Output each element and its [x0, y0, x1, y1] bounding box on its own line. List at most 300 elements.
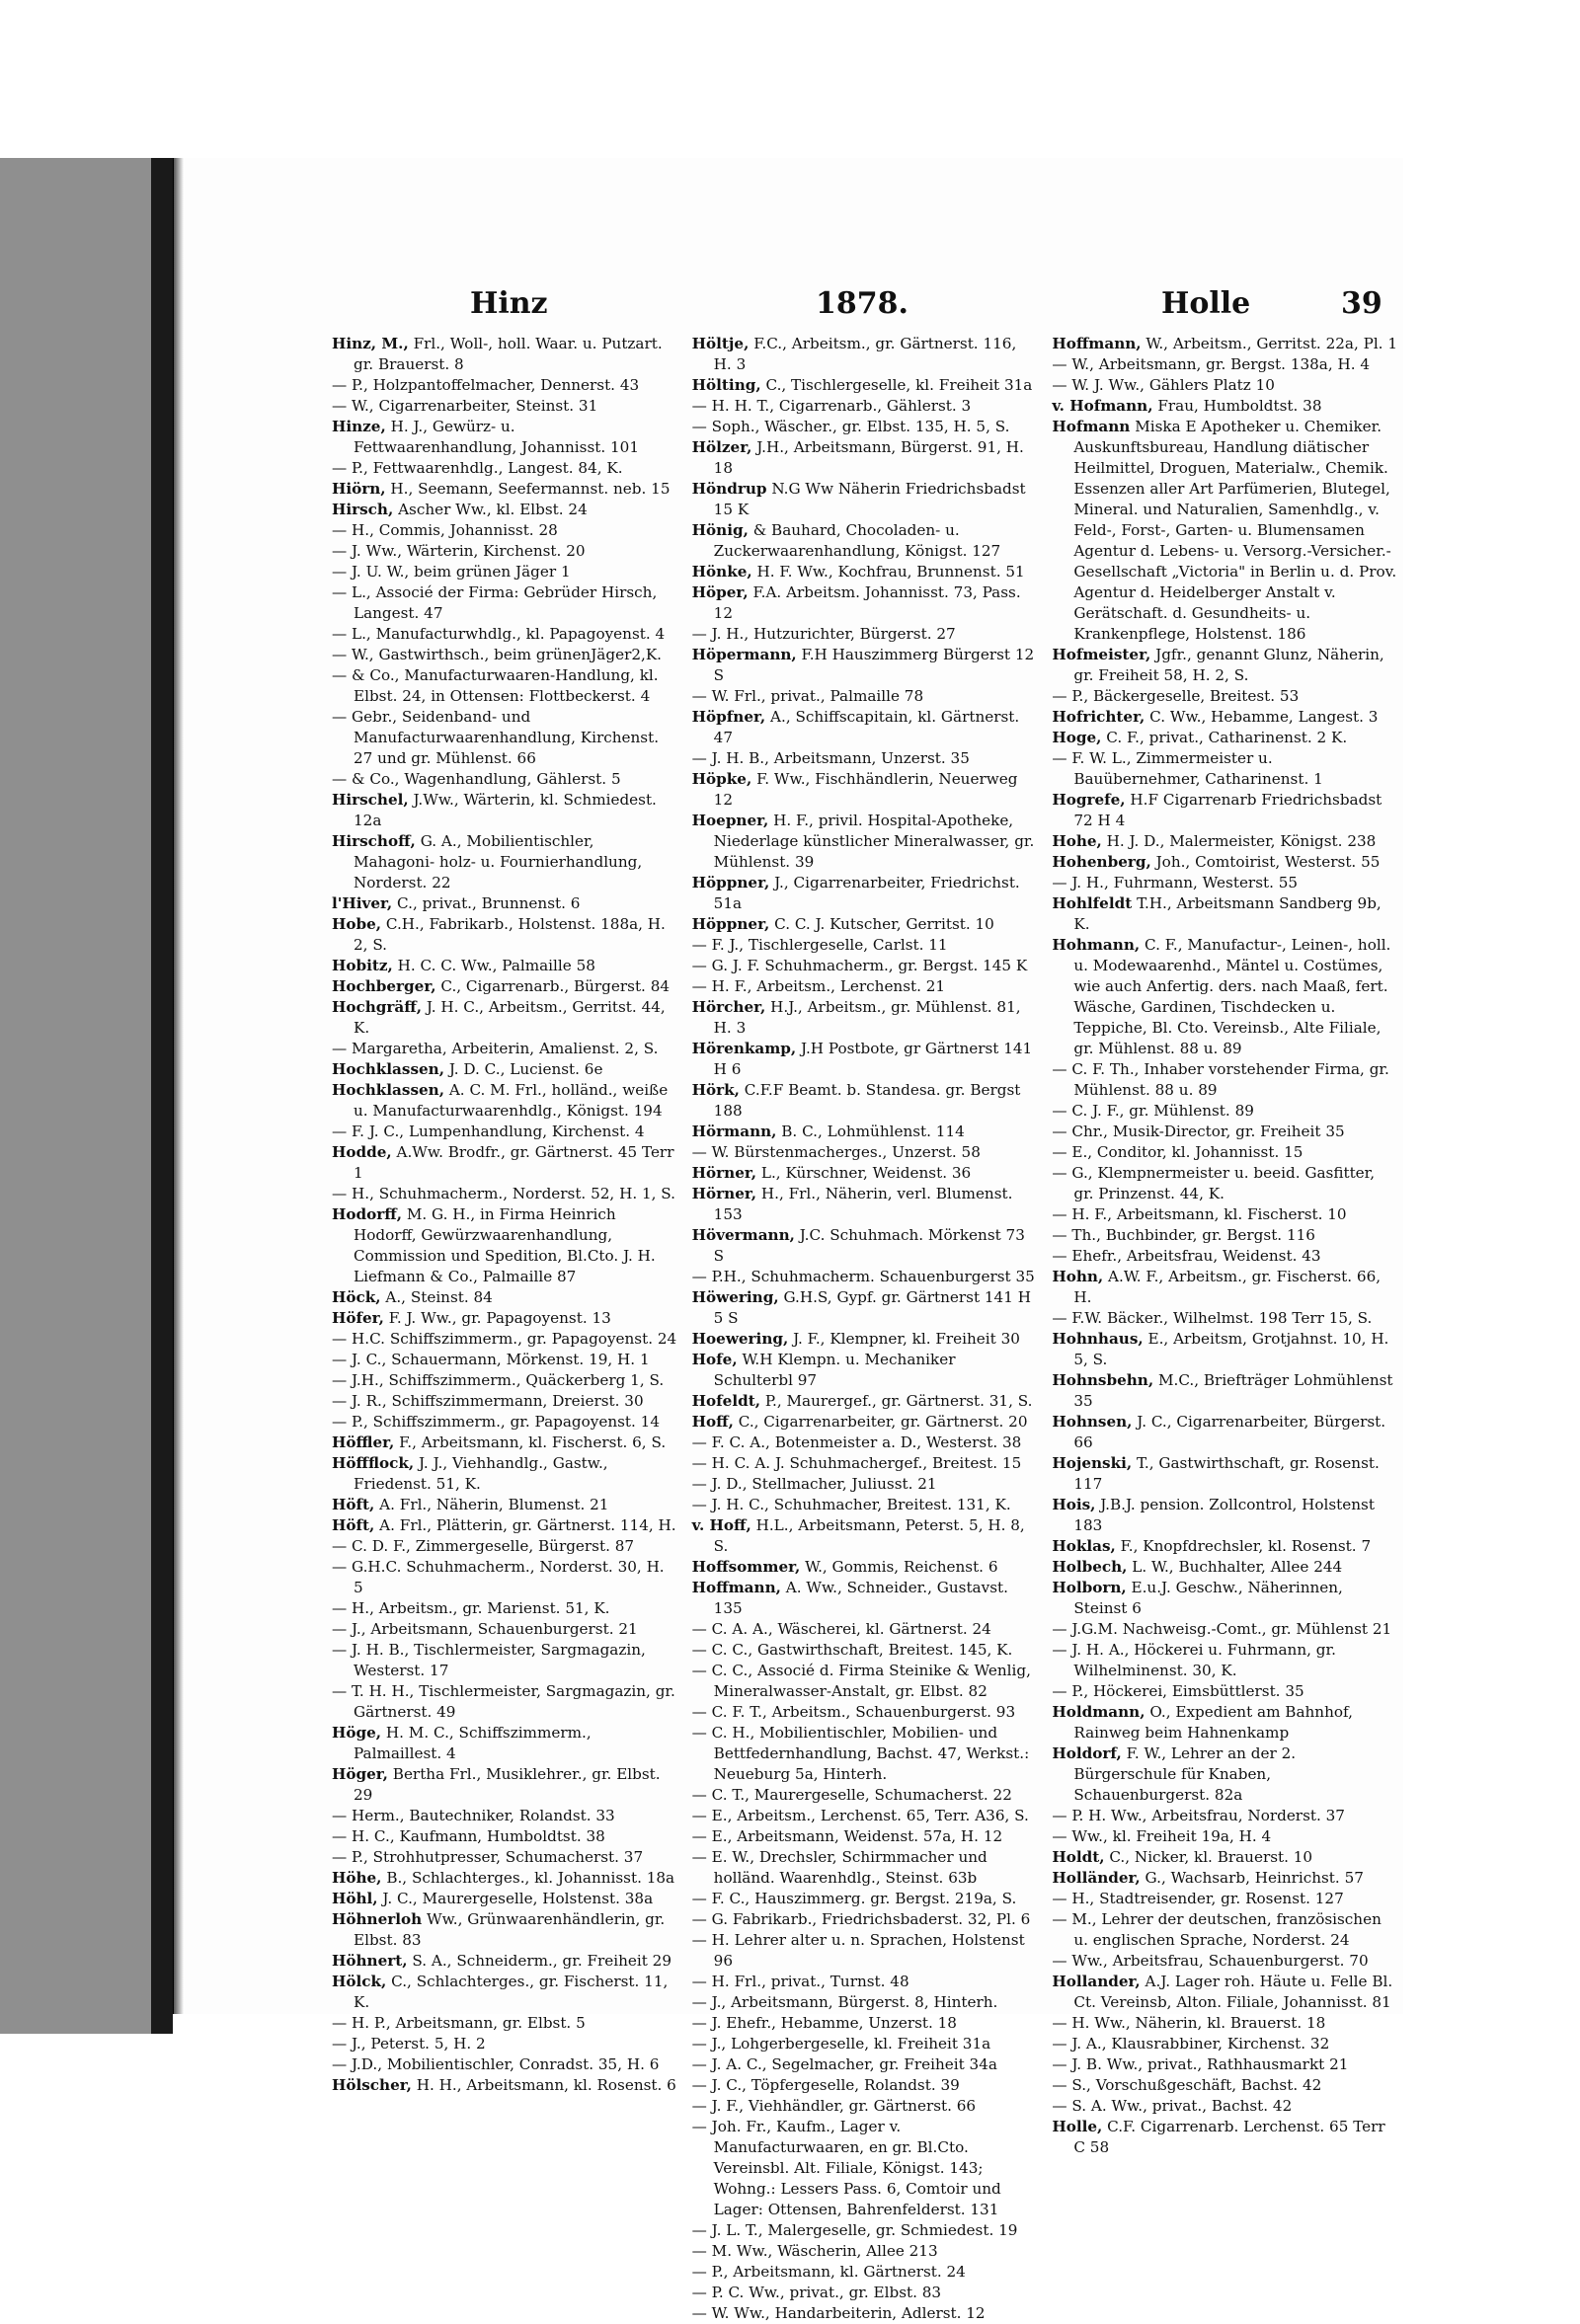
directory-entry	[692, 686, 1039, 707]
entry-text: A., Schiffscapitain, kl. Gärtnerst. 47	[713, 708, 1020, 746]
directory-entry	[332, 1826, 678, 1847]
entry-text: — P., Höckerei, Eimsbüttlerst. 35	[1052, 1682, 1304, 1700]
entry-text: — & Co., Wagenhandlung, Gählerst. 5	[332, 770, 621, 788]
entry-text: W.H Klempn. u. Mechaniker Schulterbl 97	[713, 1351, 956, 1389]
entry-text: — M. Ww., Wäscherin, Allee 213	[691, 2242, 938, 2260]
directory-entry	[332, 2013, 678, 2034]
directory-entry	[1052, 873, 1398, 893]
directory-entry	[1052, 1453, 1398, 1495]
directory-entry	[692, 1267, 1039, 1287]
directory-entry	[332, 831, 678, 893]
entry-text: F. Ww., Fischhändlerin, Neuerweg 12	[713, 770, 1018, 809]
entry-name: Höppner,	[691, 915, 770, 933]
directory-entry	[692, 520, 1039, 562]
page-gutter-shadow	[174, 158, 184, 2014]
directory-entry	[332, 2034, 678, 2054]
directory-entry	[692, 1163, 1039, 1184]
entry-name: Hoepner,	[691, 812, 769, 829]
entry-text: L., Kürschner, Weidenst. 36	[760, 1164, 972, 1182]
entry-text: J. C., Cigarrenarbeiter, Bürgerst. 66	[1073, 1413, 1386, 1451]
entry-name: Hohnsbehn,	[1052, 1371, 1154, 1389]
entry-text: Miska E Apotheker u. Chemiker. Auskunftsbureau, Handlung diätischer Heilmittel, Droguen, Materialw., Chemik. Essenzen aller Art Parfümerien, Blutegel, Mineral. und Naturalien, Samenhdlg., v. Feld-, Forst-, Garten- u. Blumensamen Agentur d. Lebens- u. Versorg.-Versicher.-Gesellschaft „Victoria" in Berlin u. d. Prov. Agentur d. Heidelberger Anstalt v. Gerätschaft. d. Gesundheits- u. Krankenpflege, Holstenst. 186	[1073, 418, 1397, 643]
entry-text: M. G. H., in Firma Heinrich Hodorff, Gewürzwaarenhandlung, Commission und Spedition, Bl.Cto. J. H. Liefmann & Co., Palmaille 87	[354, 1205, 656, 1285]
directory-entry	[1052, 1578, 1398, 1619]
directory-entry	[692, 748, 1039, 769]
directory-entry	[692, 935, 1039, 956]
entry-name: Hois,	[1052, 1496, 1096, 1513]
entry-text: C.F. Cigarrenarb. Lerchenst. 65 Terr C 58	[1073, 2118, 1385, 2156]
directory-entry	[1052, 1909, 1398, 1951]
directory-entry	[332, 624, 678, 645]
entry-text: A.W. F., Arbeitsm., gr. Fischerst. 66, H.	[1073, 1268, 1382, 1306]
entry-name: Hohnsen,	[1052, 1413, 1133, 1431]
entry-text: — P., Bäckergeselle, Breitest. 53	[1052, 687, 1300, 705]
entry-name: Hoff,	[691, 1413, 734, 1431]
entry-text: — Margaretha, Arbeiterin, Amalienst. 2, S.	[332, 1040, 659, 1057]
directory-entry	[692, 2220, 1039, 2241]
entry-name: Hölting,	[691, 376, 761, 394]
directory-entry	[332, 1868, 678, 1889]
entry-name: Hirschoff,	[332, 832, 416, 850]
entry-text: O., Expedient am Bahnhof, Rainweg beim Hahnenkamp	[1073, 1703, 1353, 1742]
directory-entry	[692, 2054, 1039, 2075]
directory-entry	[1052, 396, 1398, 417]
directory-entry	[692, 1474, 1039, 1495]
entry-name: Höhe,	[332, 1869, 382, 1887]
entry-text: — J., Peterst. 5, H. 2	[332, 2035, 486, 2053]
directory-entry	[1052, 1059, 1398, 1101]
entry-name: Höfer,	[332, 1309, 384, 1327]
entry-text: B. C., Lohmühlenst. 114	[781, 1123, 965, 1140]
entry-name: Hörenkamp,	[691, 1040, 797, 1057]
directory-entry	[1052, 417, 1398, 645]
entry-name: Hörk,	[691, 1081, 740, 1099]
directory-entry	[692, 334, 1039, 375]
header-year: 1878.	[816, 286, 908, 321]
entry-text: L. W., Buchhalter, Allee 244	[1132, 1558, 1343, 1576]
directory-entry	[692, 1723, 1039, 1785]
entry-text: H., Seemann, Seefermannst. neb. 15	[390, 480, 671, 498]
entry-text: — Gebr., Seidenband- und Manufacturwaarenhandlung, Kirchenst. 27 und gr. Mühlenst. 66	[332, 708, 660, 767]
entry-text: — H. F., Arbeitsmann, kl. Fischerst. 10	[1052, 1205, 1347, 1223]
entry-name: Hofe,	[691, 1351, 738, 1368]
entry-text: — H. F., Arbeitsm., Lerchenst. 21	[691, 977, 946, 995]
directory-entry	[332, 1847, 678, 1868]
entry-text: — J. B. Ww., privat., Rathhausmarkt 21	[1052, 2055, 1349, 2073]
entry-name: Hölzer,	[691, 438, 752, 456]
entry-text: — S. A. Ww., privat., Bachst. 42	[1052, 2097, 1293, 2115]
directory-entry	[332, 500, 678, 520]
directory-entry	[1052, 1142, 1398, 1163]
entry-text: — P. C. Ww., privat., gr. Elbst. 83	[691, 2284, 942, 2301]
directory-entry	[692, 1287, 1039, 1329]
entry-name: Hirsch,	[332, 501, 394, 518]
entry-text: — P., Fettwaarenhdlg., Langest. 84, K.	[332, 459, 623, 477]
entry-name: Höltje,	[691, 335, 750, 352]
directory-entry	[692, 417, 1039, 437]
entry-name: Höppner,	[691, 874, 770, 891]
directory-entry	[332, 1723, 678, 1764]
directory-entry	[692, 956, 1039, 976]
previous-page-edge	[0, 158, 173, 2034]
entry-text: — C. F. Th., Inhaber vorstehender Firma, gr. Mühlenst. 88 u. 89	[1052, 1060, 1389, 1099]
directory-entry	[1052, 1267, 1398, 1308]
entry-name: Hoffsommer,	[691, 1558, 801, 1576]
entry-text: — C. C., Associé d. Firma Steinike & Wenlig, Mineralwasser-Anstalt, gr. Elbst. 82	[691, 1662, 1031, 1700]
entry-name: Hohnhaus,	[1052, 1330, 1144, 1348]
entry-name: Holdmann,	[1052, 1703, 1146, 1721]
entry-name: Höffler,	[332, 1433, 395, 1451]
entry-name: Hörcher,	[691, 998, 766, 1016]
entry-text: H., Frl., Näherin, verl. Blumenst. 153	[713, 1185, 1013, 1223]
entry-name: Hojenski,	[1052, 1454, 1133, 1472]
directory-entry	[692, 1142, 1039, 1163]
entry-text: C. F., Manufactur-, Leinen-, holl. u. Modewaarenhd., Mäntel u. Costümes, wie auch Anfertig. ders. nach Maaß, fert. Wäsche, Gardinen, Tischdecken u. Teppiche, Bl. Cto. Vereinsb., Alte Filiale, gr. Mühlenst. 88 u. 89	[1073, 936, 1391, 1057]
directory-entry	[332, 1764, 678, 1806]
directory-entry	[332, 1495, 678, 1515]
entry-name: Höft,	[332, 1496, 375, 1513]
entry-name: Hochgräff,	[332, 998, 422, 1016]
entry-name: Hoffmann,	[691, 1579, 781, 1596]
directory-entry	[332, 956, 678, 976]
directory-entry	[332, 479, 678, 500]
entry-text: H. J., Gewürz- u. Fettwaarenhandlung, Johannisst. 101	[354, 418, 639, 456]
entry-text: J. C., Maurergeselle, Holstenst. 38a	[382, 1890, 654, 1907]
entry-text: C.H., Fabrikarb., Holstenst. 188a, H. 2, S.	[354, 915, 666, 954]
entry-name: Hörner,	[691, 1185, 757, 1202]
directory-entry	[332, 645, 678, 665]
entry-text: A.Ww. Brodfr., gr. Gärtnerst. 45 Terr 1	[354, 1143, 674, 1182]
directory-entry	[692, 1080, 1039, 1122]
entry-text: — J. H. C., Schuhmacher, Breitest. 131, K.	[691, 1496, 1011, 1513]
directory-entry	[332, 1889, 678, 1909]
directory-entry	[692, 2262, 1039, 2283]
entry-text: — J. A. C., Segelmacher, gr. Freiheit 34a	[691, 2055, 997, 2073]
entry-text: — J. H. B., Tischlermeister, Sargmagazin, Westerst. 17	[332, 1641, 646, 1679]
directory-entry	[692, 976, 1039, 997]
entry-text: — F. C. A., Botenmeister a. D., Westerst. 38	[691, 1433, 1022, 1451]
directory-entry	[692, 707, 1039, 748]
directory-entry	[332, 1350, 678, 1370]
entry-text: — J., Arbeitsmann, Schauenburgerst. 21	[332, 1620, 638, 1638]
entry-text: — J. H. A., Höckerei u. Fuhrmann, gr. Wilhelminenst. 30, K.	[1052, 1641, 1336, 1679]
entry-text: — F. W. L., Zimmermeister u. Bauübernehmer, Catharinenst. 1	[1052, 749, 1323, 788]
directory-entry	[332, 1557, 678, 1598]
directory-entry	[1052, 2034, 1398, 2054]
directory-entry	[692, 1640, 1039, 1661]
entry-name: Hirschel,	[332, 791, 409, 809]
entry-text: — J. H., Hutzurichter, Bürgerst. 27	[691, 625, 956, 643]
directory-entry	[332, 2054, 678, 2075]
entry-text: Bertha Frl., Musiklehrer., gr. Elbst. 29	[354, 1765, 661, 1804]
entry-text: & Bauhard, Chocoladen- u. Zuckerwaarenhandlung, Königst. 127	[713, 521, 1001, 560]
directory-entry	[332, 1412, 678, 1433]
entry-name: Hoffmann,	[1052, 335, 1142, 352]
entry-text: — F. J., Tischlergeselle, Carlst. 11	[691, 936, 948, 954]
directory-entry	[332, 396, 678, 417]
directory-entry	[332, 1308, 678, 1329]
entry-text: W., Gommis, Reichenst. 6	[805, 1558, 998, 1576]
directory-entry	[1052, 1681, 1398, 1702]
entry-name: Hönig,	[691, 521, 749, 539]
directory-entry	[692, 914, 1039, 935]
directory-entry	[332, 1204, 678, 1287]
entry-text: F. W., Lehrer an der 2. Bürgerschule für Knaben, Schauenburgerst. 82a	[1073, 1744, 1297, 1804]
directory-entry	[692, 1391, 1039, 1412]
header-left-catchword: Hinz	[470, 286, 548, 321]
entry-name: Hohenberg,	[1052, 853, 1151, 871]
directory-entry	[332, 1287, 678, 1308]
directory-entry	[692, 624, 1039, 645]
directory-entry	[332, 458, 678, 479]
directory-entry	[332, 893, 678, 914]
column-right	[1052, 334, 1398, 2156]
entry-text: S. A., Schneiderm., gr. Freiheit 29	[412, 1952, 672, 1970]
directory-entry	[692, 2034, 1039, 2054]
entry-text: — C. T., Maurergeselle, Schumacherst. 22	[691, 1786, 1012, 1804]
entry-text: — W., Arbeitsmann, gr. Bergst. 138a, H. 4	[1052, 355, 1371, 373]
directory-entry	[692, 1329, 1039, 1350]
entry-text: F. J. Ww., gr. Papagoyenst. 13	[388, 1309, 611, 1327]
entry-text: — H. C. A. J. Schuhmachergef., Breitest. 15	[691, 1454, 1022, 1472]
directory-entry	[1052, 1412, 1398, 1453]
entry-name: Hoklas,	[1052, 1537, 1116, 1555]
directory-entry	[692, 1225, 1039, 1267]
entry-text: J. F., Klempner, kl. Freiheit 30	[793, 1330, 1020, 1348]
entry-text: — C. F. T., Arbeitsm., Schauenburgerst. 93	[691, 1703, 1016, 1721]
entry-name: Höhl,	[332, 1890, 378, 1907]
entry-text: — & Co., Manufacturwaaren-Handlung, kl. Elbst. 24, in Ottensen: Flottbeckerst. 4	[332, 666, 659, 705]
directory-entry	[332, 1080, 678, 1122]
entry-text: — G. J. F. Schuhmacherm., gr. Bergst. 145 K	[691, 957, 1028, 974]
directory-entry	[692, 375, 1039, 396]
directory-entry	[1052, 1495, 1398, 1536]
directory-entry	[332, 665, 678, 707]
directory-entry	[692, 997, 1039, 1039]
entry-text: F., Arbeitsmann, kl. Fischerst. 6, S.	[399, 1433, 667, 1451]
directory-entry	[332, 562, 678, 582]
entry-text: Frl., Woll-, holl. Waar. u. Putzart. gr. Brauerst. 8	[354, 335, 663, 373]
directory-entry	[332, 417, 678, 458]
entry-text: — H. Ww., Näherin, kl. Brauerst. 18	[1052, 2014, 1326, 2032]
entry-text: — F. J. C., Lumpenhandlung, Kirchenst. 4	[332, 1123, 645, 1140]
entry-text: — W. J. Ww., Gählers Platz 10	[1052, 376, 1275, 394]
entry-text: J.B.J. pension. Zollcontrol, Holstenst 183	[1073, 1496, 1375, 1534]
directory-entry	[692, 645, 1039, 686]
entry-text: — G., Klempnermeister u. beeid. Gasfitter, gr. Prinzenst. 44, K.	[1052, 1164, 1376, 1202]
entry-text: C., Cigarrenarb., Bürgerst. 84	[440, 977, 671, 995]
entry-text: — Chr., Musik-Director, gr. Freiheit 35	[1052, 1123, 1345, 1140]
directory-entry	[1052, 1868, 1398, 1889]
directory-entry	[692, 1930, 1039, 1972]
directory-entry	[332, 1536, 678, 1557]
entry-text: — P., Holzpantoffelmacher, Dennerst. 43	[332, 376, 640, 394]
entry-name: Hochberger,	[332, 977, 436, 995]
entry-name: v. Hofmann,	[1052, 397, 1153, 415]
directory-entry	[1052, 1806, 1398, 1826]
directory-entry	[1052, 1702, 1398, 1743]
directory-entry	[1052, 1972, 1398, 2013]
entry-text: — Ww., kl. Freiheit 19a, H. 4	[1052, 1827, 1272, 1845]
directory-entry	[692, 2096, 1039, 2117]
entry-text: — E., Arbeitsmann, Weidenst. 57a, H. 12	[691, 1827, 1003, 1845]
entry-name: Höndrup	[691, 480, 767, 498]
entry-text: J., Cigarrenarbeiter, Friedrichst. 51a	[713, 874, 1020, 912]
entry-name: Hohlfeldt	[1052, 894, 1133, 912]
entry-text: J.H., Arbeitsmann, Bürgerst. 91, H. 18	[713, 438, 1024, 477]
directory-entry	[1052, 1951, 1398, 1972]
entry-text: H.J., Arbeitsm., gr. Mühlenst. 81, H. 3	[713, 998, 1021, 1037]
directory-entry	[692, 873, 1039, 914]
directory-entry	[1052, 1826, 1398, 1847]
directory-entry	[1052, 831, 1398, 852]
directory-entry	[1052, 1557, 1398, 1578]
entry-text: — C. H., Mobilientischler, Mobilien- und Bettfedernhandlung, Bachst. 47, Werkst.: Neueburg 5a, Hinterh.	[691, 1724, 1030, 1783]
directory-entry	[1052, 2075, 1398, 2096]
entry-text: — J. L. T., Malergeselle, gr. Schmiedest. 19	[691, 2221, 1018, 2239]
entry-name: Hinz, M.,	[332, 335, 409, 352]
directory-entry	[332, 769, 678, 790]
directory-entry	[332, 997, 678, 1039]
entry-text: — P.H., Schuhmacherm. Schauenburgerst 35	[691, 1268, 1035, 1285]
directory-entry	[692, 1806, 1039, 1826]
entry-text: H. C. C. Ww., Palmaille 58	[397, 957, 595, 974]
directory-entry	[1052, 728, 1398, 748]
entry-name: Hoewering,	[691, 1330, 789, 1348]
directory-entry	[1052, 1743, 1398, 1806]
entry-text: — W., Cigarrenarbeiter, Steinst. 31	[332, 397, 598, 415]
directory-entry	[1052, 1847, 1398, 1868]
directory-entry	[692, 1972, 1039, 1992]
entry-text: — J.G.M. Nachweisg.-Comt., gr. Mühlenst 21	[1052, 1620, 1392, 1638]
column-left	[332, 334, 678, 2094]
entry-name: Holborn,	[1052, 1579, 1127, 1596]
directory-entry	[692, 479, 1039, 520]
page-number: 39	[1341, 286, 1382, 321]
directory-entry	[692, 1785, 1039, 1806]
directory-entry	[692, 1433, 1039, 1453]
directory-entry	[332, 1122, 678, 1142]
directory-entry	[692, 1619, 1039, 1640]
directory-entry	[1052, 1308, 1398, 1329]
entry-text: H.F Cigarrenarb Friedrichsbadst 72 H 4	[1073, 791, 1382, 829]
directory-entry	[692, 1350, 1039, 1391]
entry-text: C. C. J. Kutscher, Gerritst. 10	[774, 915, 994, 933]
entry-name: Hinze,	[332, 418, 386, 435]
entry-text: — E., Arbeitsm., Lerchenst. 65, Terr. A36, S.	[691, 1807, 1029, 1824]
directory-entry	[692, 2303, 1039, 2324]
entry-text: — Joh. Fr., Kaufm., Lager v. Manufacturwaaren, en gr. Bl.Cto. Vereinsbl. Alt. Filiale, Königst. 143; Wohng.: Lessers Pass. 6, Comtoir und Lager: Ottensen, Bahrenfelderst. 131	[691, 2118, 1001, 2218]
entry-name: Hodorff,	[332, 1205, 402, 1223]
directory-entry	[332, 1598, 678, 1619]
directory-entry	[692, 2117, 1039, 2220]
directory-entry	[692, 1578, 1039, 1619]
header-right-catchword: Holle	[1161, 286, 1251, 321]
entry-name: Hörner,	[691, 1164, 757, 1182]
entry-text: N.G Ww Näherin Friedrichsbadst 15 K	[713, 480, 1026, 518]
entry-text: — J. R., Schiffszimmermann, Dreierst. 30	[332, 1392, 644, 1410]
entry-text: — H. C., Kaufmann, Humboldtst. 38	[332, 1827, 605, 1845]
directory-entry	[332, 541, 678, 562]
entry-text: J. H. C., Arbeitsm., Gerritst. 44, K.	[354, 998, 666, 1037]
entry-name: Höpfner,	[691, 708, 766, 726]
entry-text: H. M. C., Schiffszimmerm., Palmaillest. 4	[354, 1724, 592, 1762]
entry-text: A. C. M. Frl., holländ., weiße u. Manufacturwaarenhdlg., Königst. 194	[354, 1081, 669, 1120]
entry-name: Hohmann,	[1052, 936, 1141, 954]
entry-text: — Ehefr., Arbeitsfrau, Weidenst. 43	[1052, 1247, 1321, 1265]
entry-name: Holbech,	[1052, 1558, 1128, 1576]
directory-entry	[1052, 2117, 1398, 2158]
entry-text: — C. A. A., Wäscherei, kl. Gärtnerst. 24	[691, 1620, 991, 1638]
entry-name: Hönke,	[691, 563, 752, 581]
entry-text: — J.H., Schiffszimmerm., Quäckerberg 1, S.	[332, 1371, 665, 1389]
entry-name: Hofmeister,	[1052, 646, 1151, 663]
entry-name: Hofeldt,	[691, 1392, 761, 1410]
directory-entry	[332, 914, 678, 956]
entry-text: G. A., Mobilientischler, Mahagoni- holz- u. Fournierhandlung, Norderst. 22	[354, 832, 643, 891]
directory-entry	[332, 1370, 678, 1391]
entry-text: — C. C., Gastwirthschaft, Breitest. 145, K.	[691, 1641, 1013, 1659]
entry-text: J. D. C., Lucienst. 6e	[448, 1060, 603, 1078]
entry-text: — P. H. Ww., Arbeitsfrau, Norderst. 37	[1052, 1807, 1345, 1824]
entry-text: — C. D. F., Zimmergeselle, Bürgerst. 87	[332, 1537, 635, 1555]
entry-text: G., Wachsarb, Heinrichst. 57	[1145, 1869, 1364, 1887]
directory-entry	[332, 1059, 678, 1080]
entry-text: — P., Strohhutpresser, Schumacherst. 37	[332, 1848, 644, 1866]
entry-text: A.J. Lager roh. Häute u. Felle Bl. Ct. Vereinsb, Alton. Filiale, Johannisst. 81	[1073, 1973, 1393, 2011]
column-middle	[691, 334, 1039, 2322]
entry-text: — E. W., Drechsler, Schirmmacher und holländ. Waarenhdlg., Steinst. 63b	[691, 1848, 988, 1887]
entry-text: — J. U. W., beim grünen Jäger 1	[332, 563, 571, 581]
entry-text: B., Schlachterges., kl. Johannisst. 18a	[386, 1869, 675, 1887]
entry-name: l'Hiver,	[332, 894, 393, 912]
directory-entry	[1052, 1204, 1398, 1225]
directory-entry	[692, 1992, 1039, 2013]
directory-entry	[332, 1681, 678, 1723]
entry-name: Hochklassen,	[332, 1060, 444, 1078]
entry-name: Hodde,	[332, 1143, 392, 1161]
directory-entry	[332, 1640, 678, 1681]
entry-name: Holdt,	[1052, 1848, 1105, 1866]
directory-entry	[332, 1515, 678, 1536]
entry-name: Höck,	[332, 1288, 381, 1306]
directory-entry	[1052, 1329, 1398, 1370]
entry-name: Hölscher,	[332, 2076, 412, 2094]
entry-name: Hohe,	[1052, 832, 1102, 850]
entry-name: Holle,	[1052, 2118, 1103, 2135]
entry-columns	[332, 334, 1398, 2322]
entry-text: — J. C., Schauermann, Mörkenst. 19, H. 1	[332, 1351, 650, 1368]
entry-name: Hiörn,	[332, 480, 386, 498]
page-header	[174, 286, 1403, 326]
directory-entry	[692, 1847, 1039, 1889]
entry-text: A., Steinst. 84	[385, 1288, 493, 1306]
directory-entry	[692, 2283, 1039, 2303]
entry-text: F., Knopfdrechsler, kl. Rosenst. 7	[1120, 1537, 1372, 1555]
entry-name: Höpermann,	[691, 646, 797, 663]
directory-entry	[1052, 375, 1398, 396]
entry-text: C.F.F Beamt. b. Standesa. gr. Bergst 188	[713, 1081, 1021, 1120]
entry-text: — H. P., Arbeitsmann, gr. Elbst. 5	[332, 2014, 586, 2032]
entry-text: — S., Vorschußgeschäft, Bachst. 42	[1052, 2076, 1322, 2094]
directory-entry	[692, 1889, 1039, 1909]
directory-entry	[692, 2075, 1039, 2096]
directory-entry	[1052, 1370, 1398, 1412]
directory-entry	[332, 2075, 678, 2096]
entry-text: H. F. Ww., Kochfrau, Brunnenst. 51	[756, 563, 1025, 581]
entry-text: — H. Lehrer alter u. n. Sprachen, Holstenst 96	[691, 1931, 1025, 1970]
directory-entry	[1052, 707, 1398, 728]
